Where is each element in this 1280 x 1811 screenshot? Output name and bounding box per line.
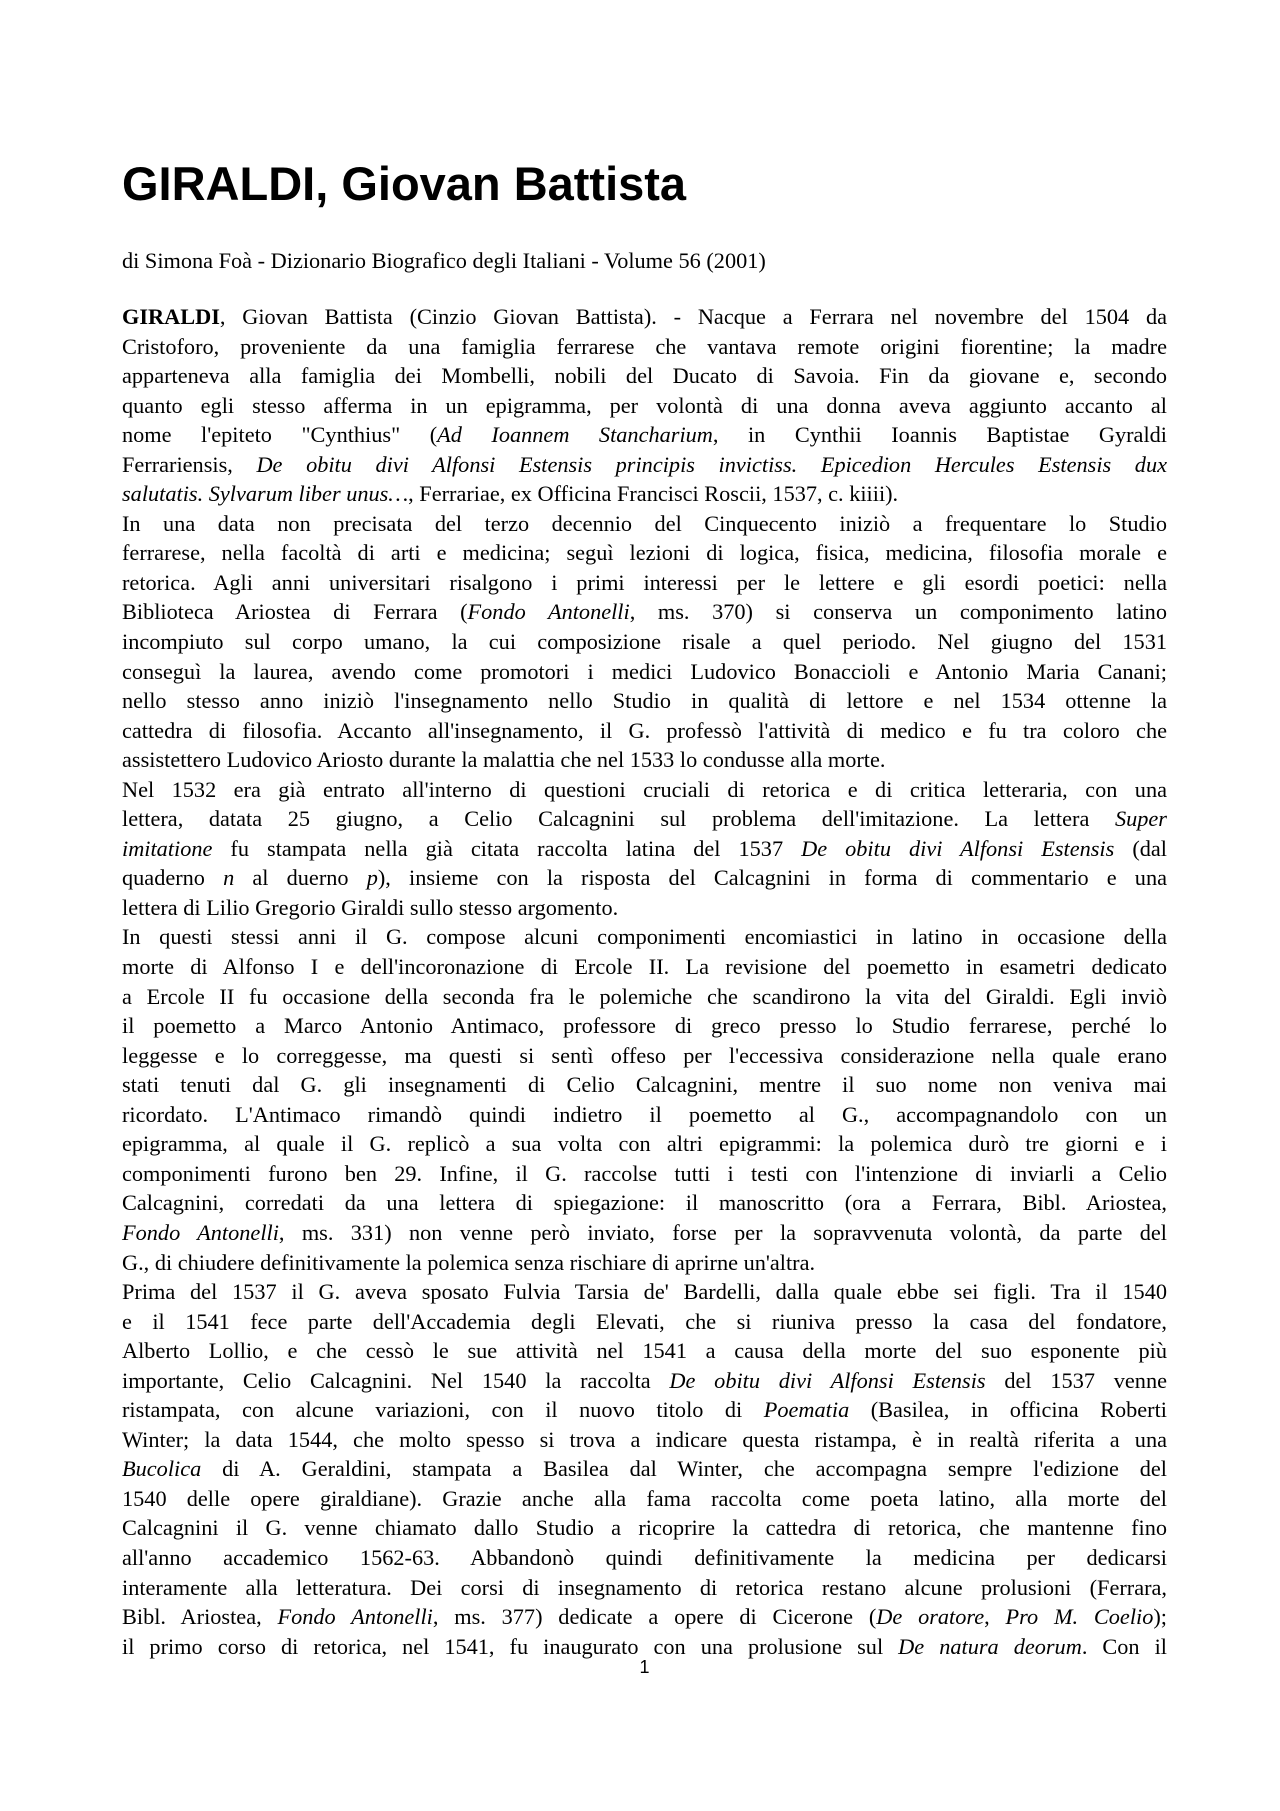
text-run: conseguì la laurea, avendo come promotori i medici Ludovico Bonaccioli e Antonio Maria Canani; <box>122 658 1167 684</box>
italic-run: Fondo Antonelli <box>277 1604 433 1630</box>
text-run: , ms. 377) dedicate a opere di Cicerone ( <box>432 1604 877 1630</box>
text-run: 1540 delle opere giraldiane). Grazie anche alla fama raccolta come poeta latino, alla morte del <box>122 1485 1167 1511</box>
text-line <box>122 1336 1167 1366</box>
italic-run: n <box>223 865 235 891</box>
paragraph <box>122 922 1167 1277</box>
paragraph <box>122 302 1167 509</box>
text-line <box>122 804 1167 834</box>
text-run: importante, Celio Calcagnini. Nel 1540 la raccolta <box>122 1367 670 1393</box>
text-line <box>122 1513 1167 1543</box>
text-line <box>122 302 1167 332</box>
document-page <box>122 0 1167 1811</box>
text-line <box>122 1277 1167 1307</box>
text-run: assistettero Ludovico Ariosto durante la malattia che nel 1533 lo condusse alla morte. <box>122 747 886 773</box>
text-run: G., di chiudere definitivamente la polemica senza rischiare di aprirne un'altra. <box>122 1249 816 1275</box>
text-line <box>122 686 1167 716</box>
text-run: ristampata, con alcune variazioni, con il nuovo titolo di <box>122 1397 764 1423</box>
text-line <box>122 568 1167 598</box>
text-run: ferrarese, nella facoltà di arti e medicina; seguì lezioni di logica, fisica, medicina, filosofia morale e <box>122 540 1167 566</box>
italic-run: imitatione <box>122 835 213 861</box>
text-run: stati tenuti dal G. gli insegnamenti di Celio Calcagnini, mentre il suo nome non veniva mai <box>122 1072 1167 1098</box>
text-run: all'anno accademico 1562-63. Abbandonò quindi definitivamente la medicina per dedicarsi <box>122 1544 1167 1570</box>
text-run: . Con il <box>1081 1633 1167 1659</box>
text-run: Bibl. Ariostea, <box>122 1604 278 1630</box>
italic-run: Bucolica <box>122 1456 202 1482</box>
text-run: quaderno <box>122 865 224 891</box>
text-run: del 1537 venne <box>985 1367 1167 1393</box>
text-run: e il 1541 fece parte dell'Accademia degli Elevati, che si riuniva presso la casa del fondatore, <box>122 1308 1167 1334</box>
text-line <box>122 1395 1167 1425</box>
italic-run: Ad Ioannem Stancharium <box>437 422 713 448</box>
text-line <box>122 657 1167 687</box>
text-line <box>122 361 1167 391</box>
text-run: di A. Geraldini, stampata a Basilea dal Winter, che accompagna sempre l'edizione del <box>201 1456 1167 1482</box>
italic-run: De obitu divi Alfonsi Estensis principis invictiss. Epicedion Hercules Estensis dux <box>256 451 1168 477</box>
bold-run: GIRALDI <box>122 304 220 329</box>
text-line <box>122 450 1167 480</box>
text-line <box>122 1573 1167 1603</box>
text-line <box>122 1248 1167 1278</box>
text-line <box>122 922 1167 952</box>
italic-run: De obitu divi Alfonsi Estensis <box>801 835 1115 861</box>
page-number: 1 <box>639 1657 650 1677</box>
italic-run: De natura deorum <box>898 1633 1082 1659</box>
text-line <box>122 1484 1167 1514</box>
text-run: lettera, datata 25 giugno, a Celio Calcagnini sul problema dell'imitazione. La lettera <box>122 806 1115 832</box>
italic-run: Super <box>1114 806 1167 832</box>
text-line <box>122 1159 1167 1189</box>
text-line <box>122 745 1167 775</box>
text-run: componimenti furono ben 29. Infine, il G. raccolse tutti i testi con l'intenzione di inviarli a Celio <box>122 1160 1167 1186</box>
text-line <box>122 332 1167 362</box>
text-run: , ms. 370) si conserva un componimento latino <box>629 599 1167 625</box>
text-run: apparteneva alla famiglia dei Mombelli, nobili del Ducato di Savoia. Fin da giovane e, secondo <box>122 363 1167 389</box>
text-run: ricordato. L'Antimaco rimandò quindi indietro il poemetto al G., accompagnandolo con un <box>122 1101 1167 1127</box>
italic-run: De obitu divi Alfonsi Estensis <box>669 1367 986 1393</box>
text-line <box>122 1307 1167 1337</box>
italic-run: Fondo Antonelli <box>467 599 630 625</box>
text-run: , Ferrariae, ex Officina Francisci Roscii, 1537, c. kiiii). <box>408 481 899 507</box>
text-run: , in Cynthii Ioannis Baptistae Gyraldi <box>712 422 1167 448</box>
italic-run: salutatis. Sylvarum liber unus… <box>122 481 409 507</box>
text-run: incompiuto sul corpo umano, la cui composizione risale a quel periodo. Nel giugno del 1531 <box>122 629 1167 655</box>
text-line <box>122 1188 1167 1218</box>
text-line <box>122 1366 1167 1396</box>
article-body <box>122 302 1167 1661</box>
text-line <box>122 982 1167 1012</box>
text-line <box>122 1011 1167 1041</box>
text-run: Nel 1532 era già entrato all'interno di questioni cruciali di retorica e di critica letteraria, con una <box>122 776 1167 802</box>
text-run: Prima del 1537 il G. aveva sposato Fulvia Tarsia de' Bardelli, dalla quale ebbe sei figli. Tra il 1540 <box>122 1279 1167 1305</box>
text-line <box>122 420 1167 450</box>
text-line <box>122 479 1167 509</box>
italic-run: Poematia <box>763 1397 850 1423</box>
text-run: (Basilea, in officina Roberti <box>849 1397 1168 1423</box>
text-run: fu stampata nella già citata raccolta latina del 1537 <box>212 835 802 861</box>
paragraph <box>122 775 1167 923</box>
text-line <box>122 1218 1167 1248</box>
italic-run: p <box>366 865 378 891</box>
text-run: quanto egli stesso afferma in un epigramma, per volontà di una donna aveva aggiunto accanto al <box>122 392 1167 418</box>
text-run: retorica. Agli anni universitari risalgono i primi interessi per le lettere e gli esordi poetici: nella <box>122 569 1167 595</box>
text-line <box>122 1129 1167 1159</box>
text-run: nello stesso anno iniziò l'insegnamento nello Studio in qualità di lettore e nel 1534 ottenne la <box>122 688 1167 714</box>
text-line <box>122 716 1167 746</box>
italic-run: Fondo Antonelli <box>122 1219 279 1245</box>
text-line <box>122 509 1167 539</box>
text-line <box>122 1543 1167 1573</box>
text-run: , <box>984 1604 1006 1630</box>
text-run: lettera di Lilio Gregorio Giraldi sullo stesso argomento. <box>122 894 619 920</box>
text-run: Calcagnini, corredati da una lettera di spiegazione: il manoscritto (ora a Ferrara, Bibl. Ariostea, <box>122 1190 1167 1216</box>
text-run: cattedra di filosofia. Accanto all'insegnamento, il G. professò l'attività di medico e fu tra coloro che <box>122 717 1167 743</box>
text-line <box>122 834 1167 864</box>
text-line <box>122 1041 1167 1071</box>
text-run: , Giovan Battista (Cinzio Giovan Battista). - Nacque a Ferrara nel novembre del 1504 da <box>219 304 1167 329</box>
text-line <box>122 775 1167 805</box>
text-run: In questi stessi anni il G. compose alcuni componimenti encomiastici in latino in occasione della <box>122 924 1167 950</box>
page-title: GIRALDI, Giovan Battista <box>122 157 687 210</box>
text-run: il primo corso di retorica, nel 1541, fu inaugurato con una prolusione sul <box>122 1633 899 1659</box>
text-run: Biblioteca Ariostea di Ferrara ( <box>122 599 468 625</box>
text-run: morte di Alfonso I e dell'incoronazione di Ercole II. La revisione del poemetto in esametri dedicato <box>122 954 1167 980</box>
text-run: (dal <box>1114 835 1167 861</box>
byline: di Simona Foà - Dizionario Biografico degli Italiani - Volume 56 (2001) <box>122 248 766 273</box>
text-line <box>122 1100 1167 1130</box>
italic-run: Pro M. Coelio <box>1005 1604 1154 1630</box>
text-line <box>122 863 1167 893</box>
paragraph <box>122 1277 1167 1661</box>
text-line <box>122 1454 1167 1484</box>
text-run: ); <box>1153 1604 1167 1630</box>
text-run: In una data non precisata del terzo decennio del Cinquecento iniziò a frequentare lo Studio <box>122 510 1167 536</box>
text-run: epigramma, al quale il G. replicò a sua volta con altri epigrammi: la polemica durò tre giorni e i <box>122 1131 1167 1157</box>
text-line <box>122 952 1167 982</box>
italic-run: De oratore <box>876 1604 985 1630</box>
paragraph <box>122 509 1167 775</box>
text-run: al duerno <box>234 865 367 891</box>
text-run: Winter; la data 1544, che molto spesso si trova a indicare questa ristampa, è in realtà riferita a una <box>122 1426 1167 1452</box>
text-run: leggesse e lo correggesse, ma questi si sentì offeso per l'eccessiva considerazione nella quale erano <box>122 1042 1167 1068</box>
text-run: a Ercole II fu occasione della seconda fra le polemiche che scandirono la vita del Giraldi. Egli inviò <box>122 983 1167 1009</box>
text-line <box>122 627 1167 657</box>
text-run: Cristoforo, proveniente da una famiglia ferrarese che vantava remote origini fiorentine; la madre <box>122 333 1167 359</box>
text-run: Calcagnini il G. venne chiamato dallo Studio a ricoprire la cattedra di retorica, che mantenne fino <box>122 1515 1167 1541</box>
text-run: Ferrariensis, <box>122 451 257 477</box>
text-run: Alberto Lollio, e che cessò le sue attività nel 1541 a causa della morte del suo esponente più <box>122 1338 1167 1364</box>
text-line <box>122 1425 1167 1455</box>
text-line <box>122 538 1167 568</box>
text-run: il poemetto a Marco Antonio Antimaco, professore di greco presso lo Studio ferrarese, perché lo <box>122 1013 1167 1039</box>
text-run: , ms. 331) non venne però inviato, forse per la sopravvenuta volontà, da parte del <box>278 1219 1167 1245</box>
text-run: nome l'epiteto "Cynthius" ( <box>122 422 438 448</box>
text-run: interamente alla letteratura. Dei corsi di insegnamento di retorica restano alcune prolusioni (Ferrara, <box>122 1574 1167 1600</box>
text-line <box>122 597 1167 627</box>
text-run: ), insieme con la risposta del Calcagnini in forma di commentario e una <box>377 865 1168 891</box>
text-line <box>122 893 1167 923</box>
text-line <box>122 391 1167 421</box>
text-line <box>122 1070 1167 1100</box>
text-line <box>122 1602 1167 1632</box>
